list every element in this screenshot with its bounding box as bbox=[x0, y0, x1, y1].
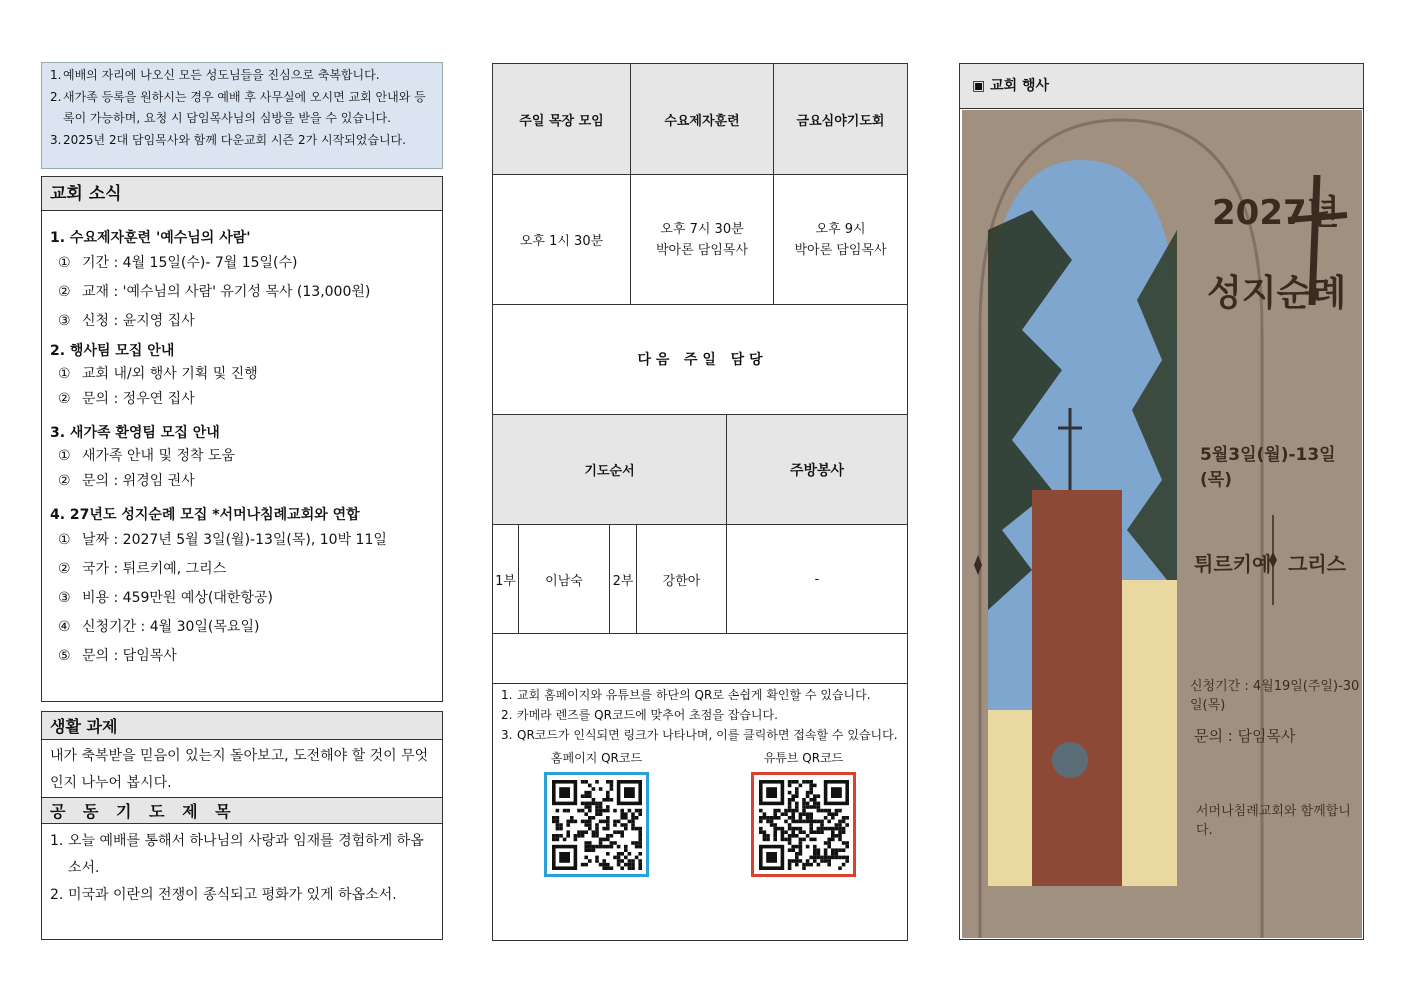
homepage-qr-block: 홈페이지 QR코드 bbox=[544, 749, 649, 877]
section-title: ▣ 교회 행사 bbox=[960, 64, 1363, 109]
prayer-topics-section bbox=[41, 797, 443, 940]
news-sub-item: ④ 신청기간 : 4월 30일(목요일) bbox=[58, 619, 260, 635]
poster-partner: 서머나침례교회와 함께합니다. bbox=[1196, 804, 1351, 838]
header-sunday: 주일 목장 모임 bbox=[493, 64, 631, 175]
section-title: 공 동 기 도 제 목 bbox=[42, 798, 442, 824]
prayer-order-header: 기도순서 bbox=[493, 415, 727, 525]
meeting-schedule-table bbox=[492, 63, 908, 305]
task-text: 내가 축복받을 믿음이 있는지 돌아보고, 도전해야 할 것이 무엇인지 나누어 봅시다. bbox=[50, 748, 429, 791]
duty-table bbox=[492, 414, 908, 684]
notice-box bbox=[41, 62, 443, 169]
news-sub-item: ① 날짜 : 2027년 5월 3일(월)-13일(목), 10박 11일 bbox=[58, 532, 387, 548]
life-task-section bbox=[41, 711, 443, 798]
qr-pattern bbox=[759, 780, 849, 870]
news-sub-item: ② 문의 : 정우연 집사 bbox=[58, 391, 195, 407]
qr-note: 2. 카메라 렌즈를 QR코드에 맞추어 초점을 잡습니다. bbox=[501, 708, 778, 722]
prayer-item: 2. 미국과 이란의 전쟁이 종식되고 평화가 있게 하옵소서. bbox=[50, 887, 397, 903]
prayer-item: 1. 오늘 예배를 통해서 하나님의 사랑과 임재를 경험하게 하옵소서. bbox=[50, 833, 424, 876]
news-sub-item: ⑤ 문의 : 담임목사 bbox=[58, 648, 177, 664]
notice-item: 3. 2025년 2대 담임목사와 함께 다운교회 시즌 2가 시작되었습니다. bbox=[50, 132, 406, 147]
friday-cell: 오후 9시 박아론 담임목사 bbox=[774, 175, 908, 305]
pilgrimage-poster bbox=[962, 110, 1362, 938]
news-sub-item: ① 교회 내/외 행사 기획 및 진행 bbox=[58, 366, 258, 382]
wednesday-cell: 오후 7시 30분 박아론 담임목사 bbox=[631, 175, 774, 305]
news-sub-item: ② 문의 : 위경임 권사 bbox=[58, 473, 195, 489]
poster-contact: 문의 : 담임목사 bbox=[1194, 727, 1296, 745]
poster-country-1: 튀르키예 bbox=[1194, 552, 1272, 576]
church-news-section bbox=[41, 176, 443, 702]
section-title: 교회 소식 bbox=[42, 177, 442, 211]
schedule-panel bbox=[492, 63, 908, 941]
next-week-duty-title: 다 음 주 일 담 당 bbox=[493, 304, 907, 415]
qr-note: 3. QR코드가 인식되면 링크가 나타나며, 이를 클릭하면 접속할 수 있습니다. bbox=[501, 728, 898, 742]
news-item-title: 3. 새가족 환영팀 모집 안내 bbox=[50, 425, 220, 441]
service-1-label: 1부 bbox=[493, 525, 519, 634]
qr-pattern bbox=[552, 780, 642, 870]
service-1-name: 이남숙 bbox=[519, 525, 610, 634]
header-friday: 금요심야기도회 bbox=[774, 64, 908, 175]
notice-item: 1. 예배의 자리에 나오신 모든 성도님들을 진심으로 축복합니다. bbox=[50, 68, 380, 82]
service-2-label: 2부 bbox=[610, 525, 637, 634]
kitchen-header: 주방봉사 bbox=[727, 415, 908, 525]
news-item-title: 1. 수요제자훈련 '예수님의 사람' bbox=[50, 230, 251, 246]
poster-dates: 5월3일(월)-13일(목) bbox=[1200, 445, 1336, 490]
news-sub-item: ③ 비용 : 459만원 예상(대한항공) bbox=[58, 590, 273, 606]
poster-title: 성지순례 bbox=[1207, 273, 1347, 314]
qr-instructions bbox=[493, 687, 907, 743]
church-events-section bbox=[959, 63, 1364, 940]
sunday-time: 오후 1시 30분 bbox=[493, 175, 631, 305]
poster-country-2: 그리스 bbox=[1288, 552, 1346, 576]
news-sub-item: ② 교재 : '예수님의 사람' 유기성 목사 (13,000원) bbox=[58, 284, 371, 300]
notice-item: 2. 새가족 등록을 원하시는 경우 예배 후 사무실에 오시면 교회 안내와 등록이 가능하며, 요청 시 담임목사님의 심방을 받을 수 있습니다. bbox=[50, 89, 426, 125]
news-sub-item: ② 국가 : 튀르키예, 그리스 bbox=[58, 561, 227, 577]
youtube-qr-block: 유튜브 QR코드 bbox=[751, 749, 856, 877]
youtube-qr-code[interactable] bbox=[751, 772, 856, 877]
service-2-name: 강한아 bbox=[637, 525, 727, 634]
homepage-qr-code[interactable] bbox=[544, 772, 649, 877]
header-wednesday: 수요제자훈련 bbox=[631, 64, 774, 175]
news-sub-item: ① 기간 : 4월 15일(수)- 7월 15일(수) bbox=[58, 255, 298, 271]
kitchen-value: - bbox=[727, 525, 908, 634]
section-title: 생활 과제 bbox=[42, 712, 442, 740]
news-item-title: 4. 27년도 성지순례 모집 *서머나침례교회와 연합 bbox=[50, 507, 360, 523]
qr-note: 1. 교회 홈페이지와 유튜브를 하단의 QR로 손쉽게 확인할 수 있습니다. bbox=[501, 688, 871, 702]
poster-year: 2027년 bbox=[1212, 193, 1340, 233]
news-sub-item: ③ 신청 : 윤지영 집사 bbox=[58, 313, 195, 329]
poster-apply-period: 신청기간 : 4월19일(주일)-30일(목) bbox=[1190, 679, 1360, 713]
news-sub-item: ① 새가족 안내 및 정착 도움 bbox=[58, 448, 236, 464]
news-item-title: 2. 행사팀 모집 안내 bbox=[50, 343, 175, 359]
empty-row bbox=[493, 634, 908, 684]
